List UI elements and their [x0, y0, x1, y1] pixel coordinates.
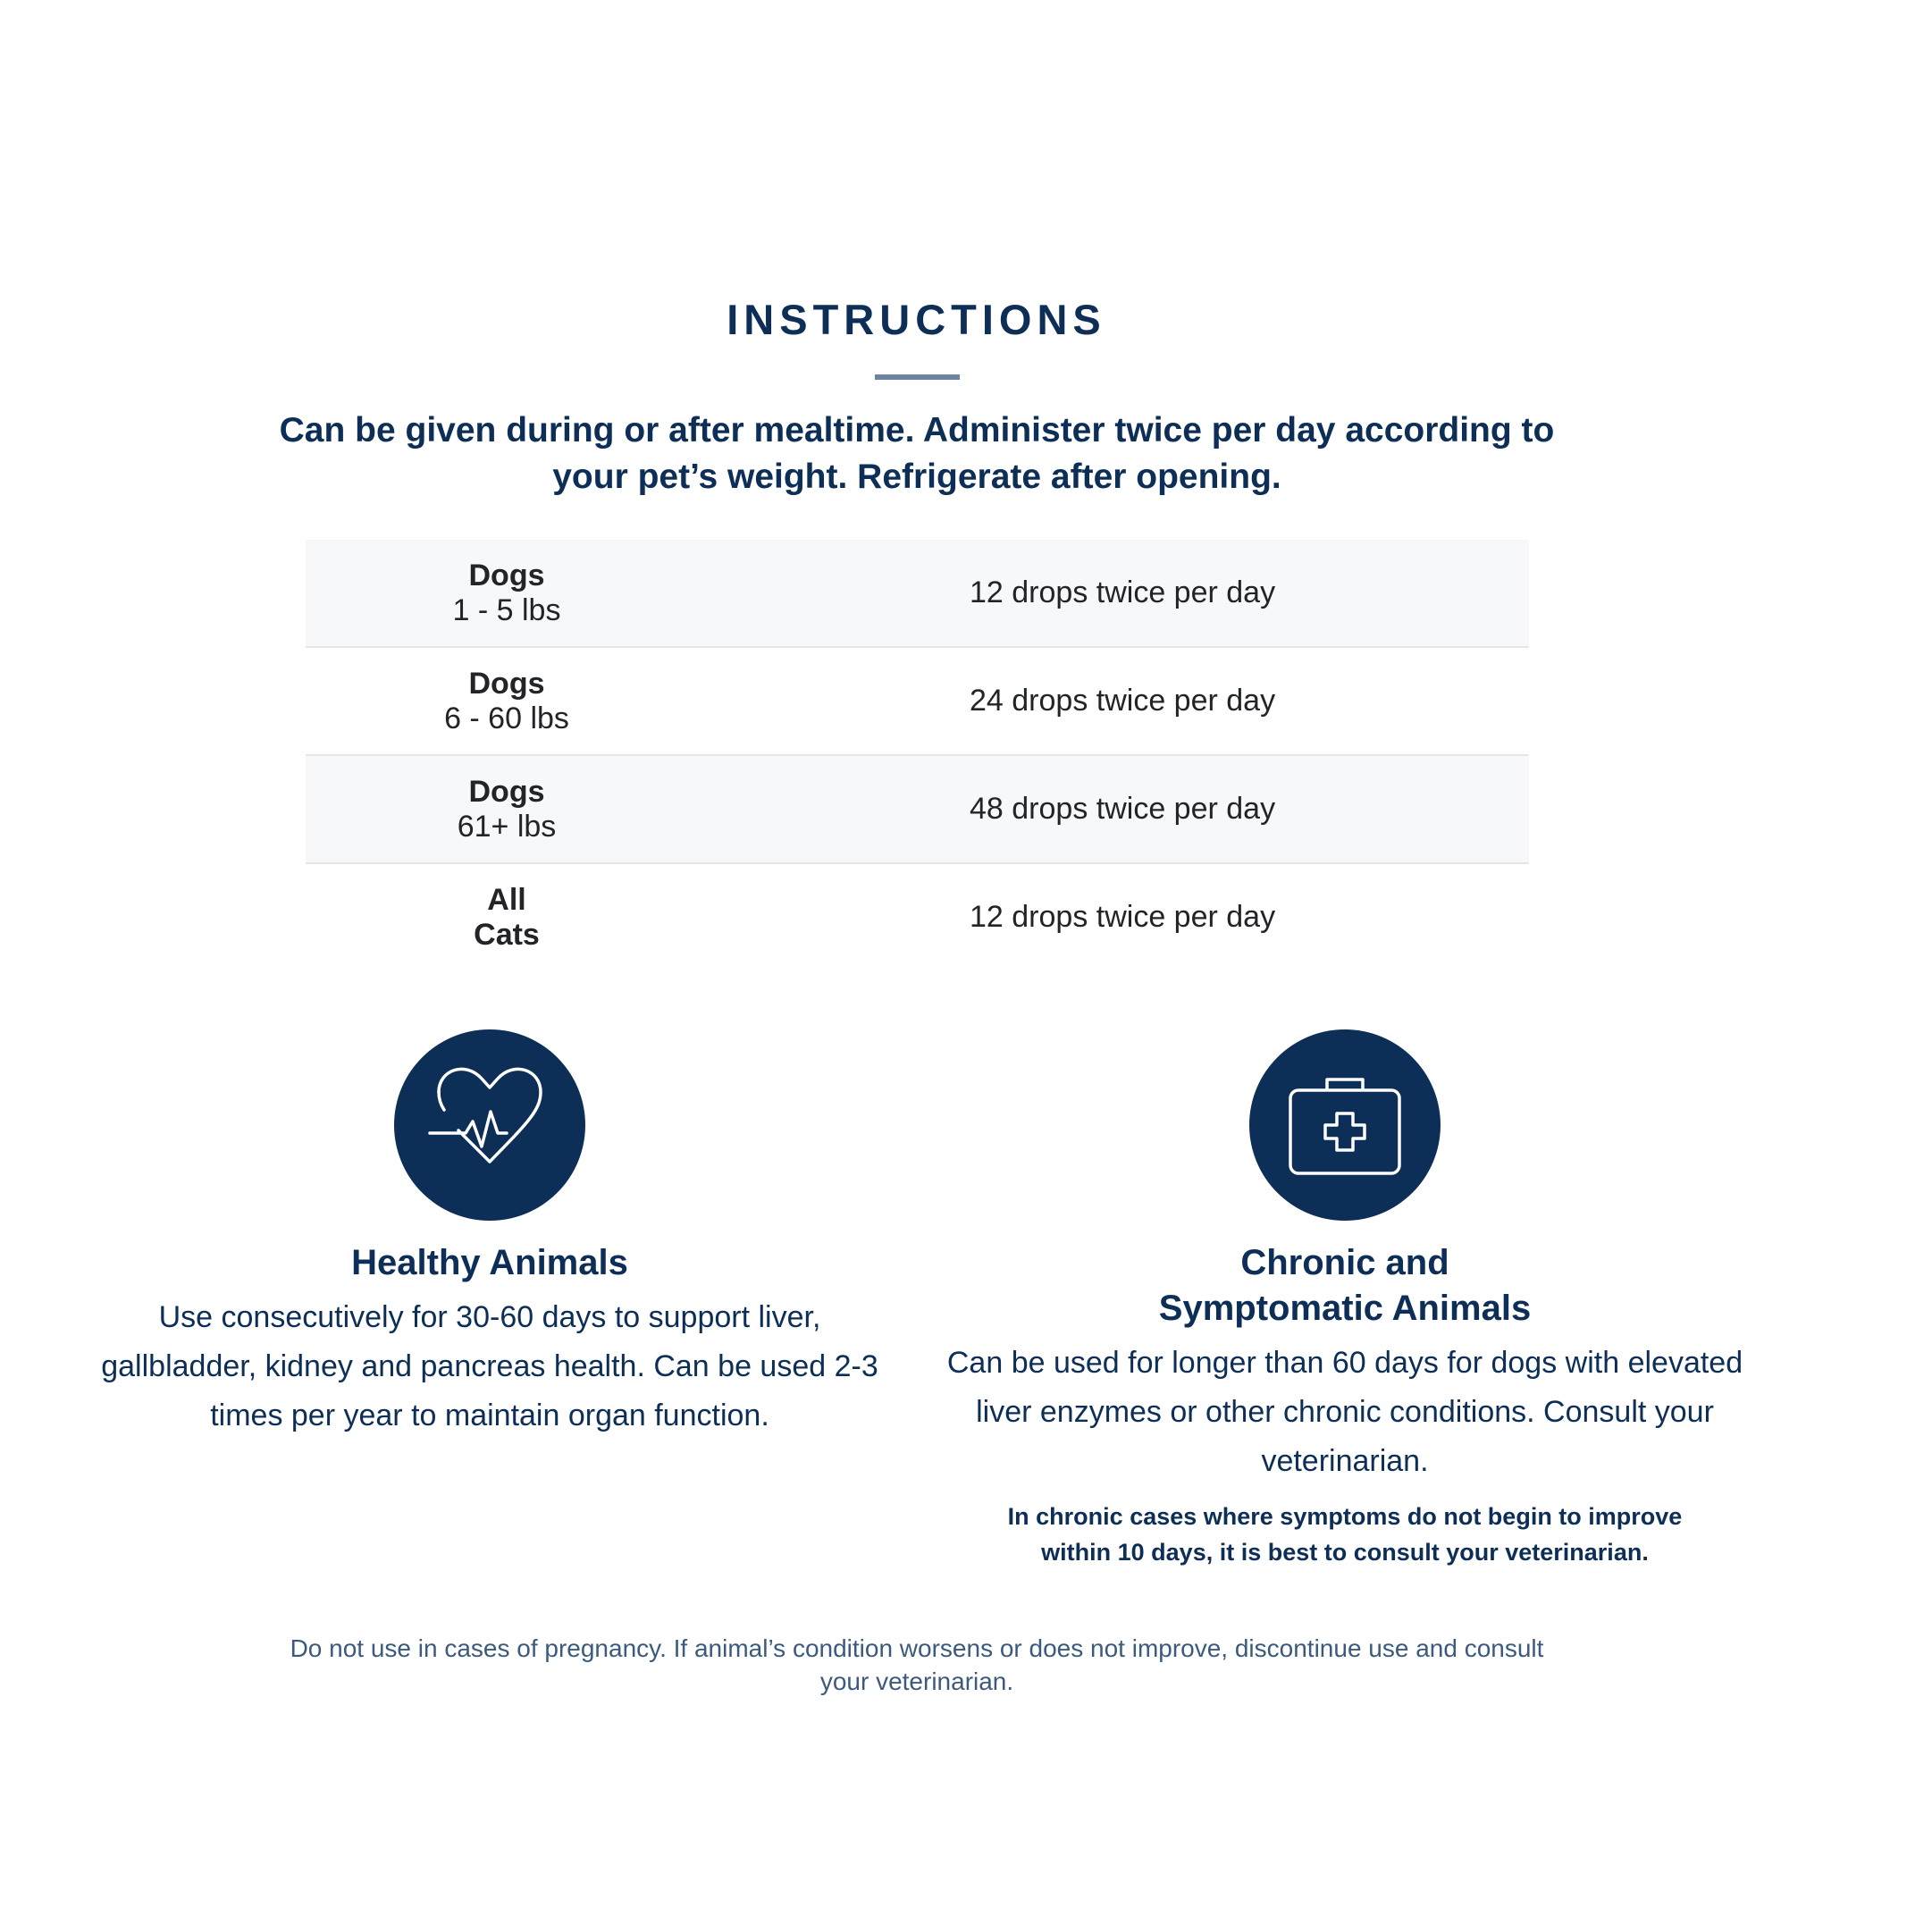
weight-label: Cats [474, 917, 540, 952]
animal-label: All [487, 882, 526, 917]
chronic-heading-line2: Symptomatic Animals [1158, 1289, 1532, 1328]
animal-cell [306, 863, 708, 970]
weight-label: 1 - 5 lbs [452, 592, 561, 627]
chronic-text: Can be used for longer than 60 days for dogs with elevated liver enzymes or other chronic conditions. Consult your veterinarian. [946, 1346, 1743, 1478]
chronic-note: In chronic cases where symptoms do not begin to improve within 10 days, it is best to consult your veterinarian. [1007, 1503, 1683, 1566]
weight-label: 61+ lbs [457, 809, 557, 844]
animal-label: Dogs [468, 774, 545, 809]
first-aid-kit-icon [1249, 1029, 1441, 1221]
dose-cell [708, 755, 1529, 863]
heart-pulse-icon [394, 1029, 585, 1221]
dose-cell [708, 540, 1529, 647]
weight-label: 6 - 60 lbs [444, 701, 569, 735]
chronic-animals-section [943, 1029, 1747, 1570]
title-divider [875, 374, 960, 380]
dose-label: 12 drops twice per day [970, 900, 1276, 934]
healthy-heading: Healthy Animals [351, 1243, 628, 1282]
disclaimer-text: Do not use in cases of pregnancy. If animal’s condition worsens or does not improve, discontinue use and consult your veterinarian. [290, 1634, 1544, 1695]
dose-label: 48 drops twice per day [970, 792, 1276, 826]
dose-cell [708, 647, 1529, 755]
animal-cell [306, 647, 708, 755]
table-row [306, 647, 1529, 755]
intro-text: Can be given during or after mealtime. Administer twice per day according to your pet’s weight. Refrigerate after opening. [279, 411, 1555, 496]
dose-cell [708, 863, 1529, 970]
dose-label: 24 drops twice per day [970, 684, 1276, 718]
healthy-text: Use consecutively for 30-60 days to support liver, gallbladder, kidney and pancreas health. Can be used 2-3 times per year to maintain organ function. [101, 1300, 878, 1432]
table-row [306, 863, 1529, 970]
dose-label: 12 drops twice per day [970, 575, 1276, 609]
page-title: INSTRUCTIONS [727, 296, 1106, 343]
table-row [306, 755, 1529, 863]
animal-cell [306, 540, 708, 647]
chronic-heading-line1: Chronic and [1240, 1243, 1449, 1282]
animal-label: Dogs [468, 666, 545, 701]
chronic-heading [943, 1240, 1747, 1331]
table-row [306, 540, 1529, 647]
dosage-table [306, 540, 1529, 970]
animal-cell [306, 755, 708, 863]
animal-label: Dogs [468, 558, 545, 592]
healthy-animals-section [98, 1029, 881, 1441]
